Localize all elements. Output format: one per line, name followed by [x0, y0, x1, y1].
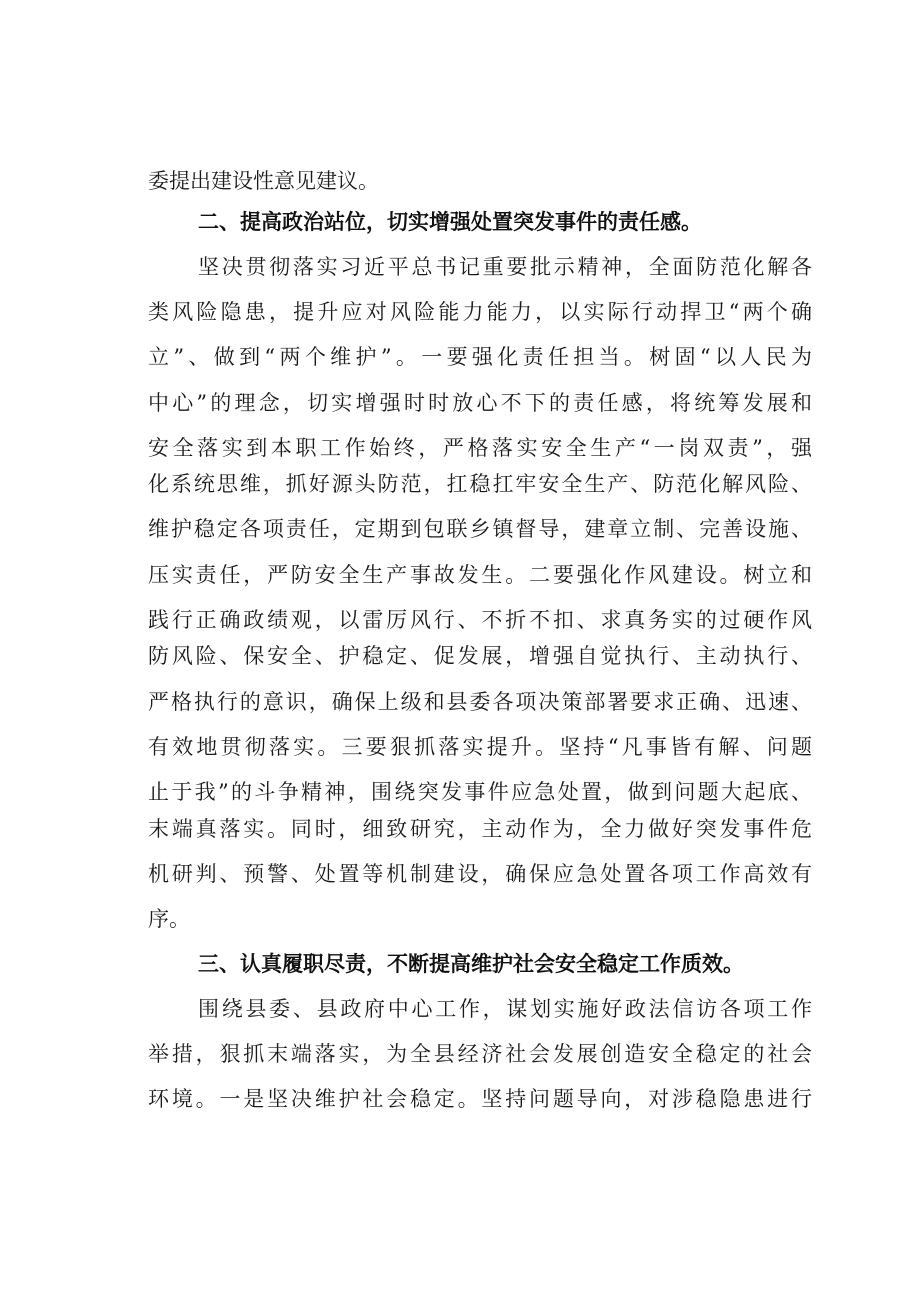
paragraph-line: 压实责任，严防安全生产事故发生。二要强化作风建设。树立和 — [148, 563, 812, 587]
paragraph-line: 类风险隐患，提升应对风险能力能力，以实际行动捍卫“两个确 — [148, 300, 812, 324]
paragraph-line: 维护稳定各项责任，定期到包联乡镇督导，建章立制、完善设施、 — [148, 517, 812, 541]
paragraph-line: 防风险、保安全、护稳定、促发展，增强自觉执行、主动执行、 — [148, 644, 812, 668]
paragraph-line: 安全落实到本职工作始终，严格落实安全生产“一岗双责”，强 — [148, 436, 812, 460]
paragraph-line: 围绕县委、县政府中心工作，谋划实施好政法信访各项工作 — [198, 997, 812, 1021]
paragraph-line: 有效地贯彻落实。三要狠抓落实提升。坚持“凡事皆有解、问题 — [148, 735, 812, 759]
section-heading-3: 三、认真履职尽责，不断提高维护社会安全稳定工作质效。 — [198, 952, 744, 976]
paragraph-line: 委提出建设性意见建议。 — [148, 169, 379, 193]
paragraph-line: 机研判、预警、处置等机制建设，确保应急处置各项工作高效有 — [148, 862, 812, 886]
paragraph-line: 环境。一是坚决维护社会稳定。坚持问题导向，对涉稳隐患进行 — [148, 1087, 812, 1111]
paragraph-line: 化系统思维，抓好源头防范，扛稳扛牢安全生产、防范化解风险、 — [148, 472, 812, 496]
paragraph-line: 举措，狠抓末端落实，为全县经济社会发展创造安全稳定的社会 — [148, 1042, 812, 1066]
paragraph-line: 序。 — [148, 907, 190, 931]
section-heading-2: 二、提高政治站位，切实增强处置突发事件的责任感。 — [198, 210, 702, 234]
paragraph-line: 严格执行的意识，确保上级和县委各项决策部署要求正确、迅速、 — [148, 690, 812, 714]
paragraph-line: 践行正确政绩观，以雷厉风行、不折不扣、求真务实的过硬作风 — [148, 608, 812, 632]
paragraph-line: 坚决贯彻落实习近平总书记重要批示精神，全面防范化解各 — [198, 255, 812, 279]
paragraph-line: 立”、做到“两个维护”。一要强化责任担当。树固“以人民为 — [148, 345, 812, 369]
paragraph-line: 中心”的理念，切实增强时时放心不下的责任感，将统筹发展和 — [148, 391, 812, 415]
paragraph-line: 止于我”的斗争精神，围绕突发事件应急处置，做到问题大起底、 — [148, 780, 812, 804]
paragraph-line: 末端真落实。同时，细致研究，主动作为，全力做好突发事件危 — [148, 817, 812, 841]
